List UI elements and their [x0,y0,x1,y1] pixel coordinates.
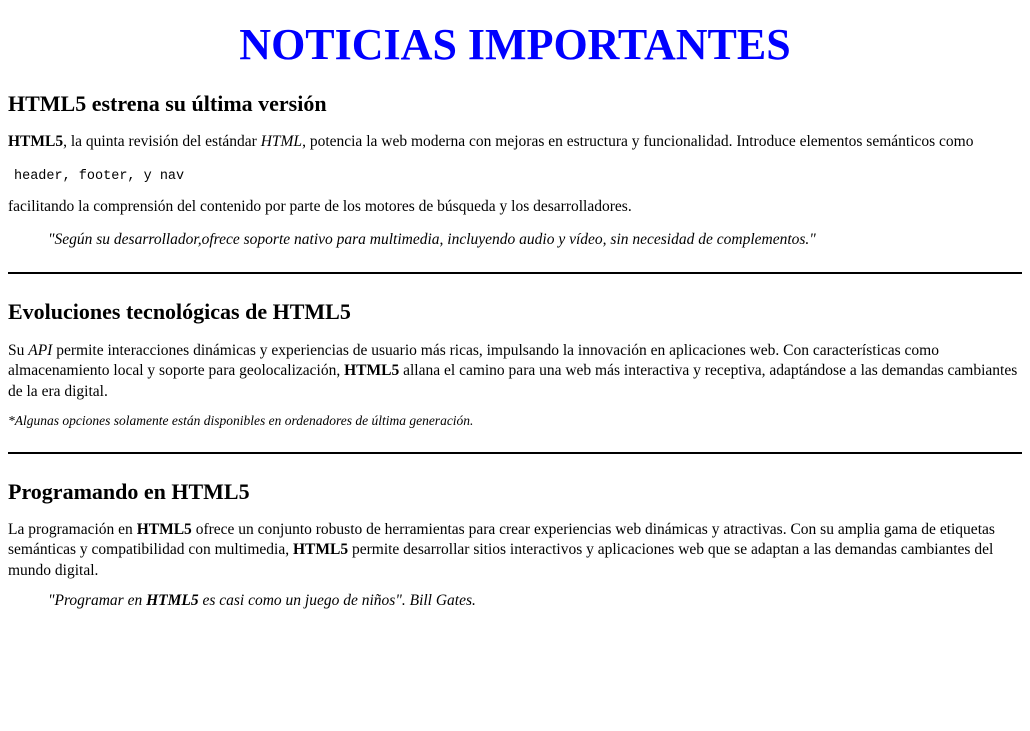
keyword-html5-second: HTML5 [292,541,349,559]
keyword-html5: HTML5 [344,362,400,380]
section-divider [8,452,1022,454]
article-paragraph [8,520,1022,581]
article-html5-ultima-version [8,92,1022,274]
keyword-api: API [28,341,53,359]
article-paragraph [8,132,1022,152]
paragraph-text-b: , potencia la web moderna con mejoras en estructura y funcionalidad. Introduce elementos semánticos como [302,133,974,151]
article-heading: HTML5 estrena su última versión [8,91,327,117]
keyword-html5: HTML5 [146,592,199,610]
article-quote: "Según su desarrollador,ofrece soporte nativo para multimedia, incluyendo audio y vídeo, sin necesidad de complementos." [48,231,816,249]
paragraph-text-b: permite interacciones dinámicas y experiencias de usuario más ricas, impulsando la innovación en aplicaciones web. Con características como almacenamiento local y soporte para geolocalización, [8,341,939,380]
keyword-html5-first: HTML5 [136,520,192,538]
quote-text-b: es casi como un juego de niños". Bill Gates. [198,592,476,610]
page-title: NOTICIAS IMPORTANTES [239,20,791,69]
article-heading: Evoluciones tecnológicas de HTML5 [8,299,351,325]
paragraph-text-b: ofrece un conjunto robusto de herramientas para crear experiencias web dinámicas y atractivas. Con su amplia gama de etiquetas semánticas y compatibilidad con multimedia, [8,520,995,559]
code-block [8,166,1022,184]
section-divider [8,272,1022,274]
article-heading: Programando en HTML5 [8,478,250,504]
article-programando-en-html5 [8,480,1022,612]
paragraph-text-c: allana el camino para una web más interactiva y receptiva, adaptándose a las demandas cambiantes de la era digital. [8,362,1018,400]
paragraph-text-a: La programación en [8,520,137,538]
article-paragraph [8,341,1022,402]
article-evoluciones-tecnologicas [8,300,1022,453]
article-quote [48,591,1022,611]
paragraph-text-a: , la quinta revisión del estándar [63,133,261,151]
paragraph-text-a: Su [8,341,29,359]
article-paragraph-continued: facilitando la comprensión del contenido por parte de los motores de búsqueda y los desarrolladores. [8,197,632,215]
keyword-html: HTML [260,133,303,151]
code-text: header, footer, y nav [14,168,185,184]
quote-text-a: "Programar en [48,592,147,610]
article-note: *Algunas opciones solamente están disponibles en ordenadores de última generación. [8,412,474,428]
keyword-html5: HTML5 [8,133,64,151]
paragraph-text-c: permite desarrollar sitios interactivos y aplicaciones web que se adaptan a las demandas cambiantes del mundo digital. [8,541,994,579]
